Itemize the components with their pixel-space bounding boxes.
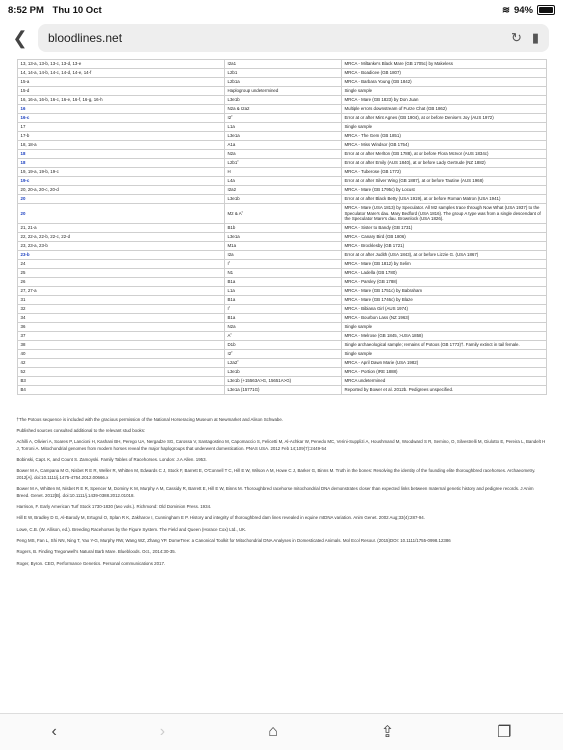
table-cell: L3e1a (15771G)	[224, 385, 341, 394]
table-row	[17, 295, 546, 304]
table-cell: 38	[17, 340, 224, 349]
address-bar-row	[0, 20, 563, 56]
table-cell: B1b	[224, 223, 341, 232]
table-cell: 36	[17, 322, 224, 331]
table-cell: B4	[17, 385, 224, 394]
reference-item: Achilli A, Olivieri A, Soares P, Lancioni H, Kashani BH, Perego UA, Nergadze SG, Carossa V, Santagostino M, Capomaccio S, Felicetti M, Al-Achkar W, Penedo MC, Verini-Supplizi A, Houshmand M, Woodward S R, Semino, O, Silvestrelli M, Giulotto E, Pereira L, Bandelt H J, Torroni A. Mitochondrial genomes from modern horses reveal the major haplogroups that underwent domestication. PNAS USA. 2012 Feb 14;109(7):2449-54	[16, 439, 546, 451]
table-cell: 18	[17, 159, 224, 168]
table-row	[17, 322, 546, 331]
table-cell: M1a	[224, 241, 341, 250]
table-cell: 22, 22-a, 22-b, 22-c, 22-d	[17, 232, 224, 241]
table-row	[17, 141, 546, 150]
table-cell: 27, 27-a	[17, 286, 224, 295]
table-cell: MRCA - Mare (GB 1812) by Selim	[341, 259, 546, 268]
table-cell: Multiple errors downstream of Furze Chat (GB 1862)	[341, 105, 546, 114]
table-cell: MRCA - Miss Windsor (GB 1754)	[341, 141, 546, 150]
table-cell: 24	[17, 259, 224, 268]
table-cell: 16-c	[17, 114, 224, 123]
table-cell: I2a1	[224, 60, 341, 69]
table-cell: A1a	[224, 141, 341, 150]
table-cell: MRCA - Portion (IRE 1888)	[341, 367, 546, 376]
table-cell: 23-b	[17, 250, 224, 259]
table-cell: Error at or after Silver Wing (GB 1887), at or before Tautine (AUS 1968)	[341, 177, 546, 186]
table-cell: I2a2	[224, 186, 341, 195]
table-row	[17, 250, 546, 259]
table-cell: MRCA - April Dawn Marie (USA 1982)	[341, 358, 546, 367]
nav-forward-icon[interactable]: ›	[159, 723, 166, 740]
bottom-toolbar	[0, 713, 563, 750]
table-cell: L2a2˚	[224, 358, 341, 367]
table-row	[17, 385, 546, 394]
table-cell: MRCA - Tuberose (GB 1772)	[341, 168, 546, 177]
table-cell: L1a	[224, 123, 341, 132]
table-row	[17, 96, 546, 105]
battery-percent: 94%	[513, 4, 533, 16]
page-content	[0, 57, 563, 714]
tabs-icon[interactable]: ❐	[497, 724, 512, 741]
reference-item: Harrison, F. Early American Turf Stock 1730-1830 (two vols.). Richmond: Old Dominion Press. 1934.	[16, 503, 212, 509]
table-cell: B1a	[224, 313, 341, 322]
table-cell: Single sample	[341, 123, 546, 132]
table-cell: 20	[17, 204, 224, 224]
reference-item: Rogers, B. Finding Tregonwell's Natural Barb Mare. Bluebloods. Oct., 2014:30-35.	[16, 549, 176, 555]
table-cell: MRCA - Mare (USA 1813) by Speculator. All M2 samples trace through Now What (USA 1937) to the Speculator Mare's dau. Mary Bedford (USA 1816). The group A type was from a single descendant of the Speculator Mare's dau. Brownlock (USA 1826).	[341, 204, 546, 224]
table-row	[17, 358, 546, 367]
table-cell: 34	[17, 313, 224, 322]
table-cell: I2a	[224, 250, 341, 259]
table-row	[17, 105, 546, 114]
table-cell: 26	[17, 277, 224, 286]
table-cell: Single archaeological sample; remains of Potoos (GB 1773)†. Family extinct in tail female.	[341, 340, 546, 349]
table-cell: L1a	[224, 286, 341, 295]
table-cell: MRCA - Bibiana Girl (AUS 1974)	[341, 304, 546, 313]
table-cell: Error at or after Judith (USA 1843), at or before Lizzie G. (USA 1867)	[341, 250, 546, 259]
table-cell: L3e1b	[224, 195, 341, 204]
table-row	[17, 123, 546, 132]
table-row	[17, 304, 546, 313]
status-bar	[0, 0, 563, 20]
wifi-icon: ≋	[502, 4, 510, 16]
reference-item: Bower M A, Whitten M, Nisbet R E R, Spencer M, Dominy K M, Murphy A M, Cassidy R, Barrett E, Hill E W, Binns M. Thoroughbred racehorse mitochondrial DNA demonstrates closer than expected links between maternal genetic history and pedigree records. J Anim Breed. Genet. 2012[B]. doi:10.1111/j.1439-0388.2012.01018.	[16, 486, 534, 498]
table-cell: 16, 16-a, 16-b, 16-c, 16-e, 16-f, 16-g, 16-h	[17, 96, 224, 105]
table-row	[17, 376, 546, 385]
table-cell: MRCA - Bourbon Lass (NZ 1963)	[341, 313, 546, 322]
table-cell: 21, 21-a	[17, 223, 224, 232]
reference-item: Lowe, C.B. (W. Allison, ed.). Breeding Racehorses by the Figure System. The Field and Queen (Horace Cox) Ltd., UK.	[16, 526, 247, 532]
reference-item: Hill E W, Bradley D G, Al-Barody M, Ertugrul O, Splan R K, Zakharov I, Cunningham E P. History and integrity of thoroughbred dam lines revealed in equine mtDNA variation. Anim Genet. 2002 Aug;33(4):287-94.	[16, 515, 425, 521]
table-cell: Error at or after Emily (AUS 1840), at or before Lady Gertrude (NZ 1882)	[341, 159, 546, 168]
notes-section	[17, 417, 547, 568]
table-row	[17, 286, 546, 295]
table-cell: 14, 14-a, 14-b, 14-c, 14-d, 14-e, 14-f	[17, 69, 224, 78]
table-cell: MRCA - Melrose (GB 1845, >USA 1858)	[341, 331, 546, 340]
table-cell: 20	[17, 195, 224, 204]
table-cell: 13, 13-a, 13-b, 13-c, 13-d, 13-e	[17, 60, 224, 69]
table-cell: I˚	[224, 304, 341, 313]
table-cell: L2b1a	[224, 78, 341, 87]
reference-item: Roger, Byron. CEO, Performance Genetics. Personal communications 2017.	[16, 560, 166, 566]
table-cell: L2b1˚	[224, 159, 341, 168]
url-text: bloodlines.net	[48, 31, 123, 45]
table-cell: Single sample	[341, 322, 546, 331]
sources-intro: Published sources consulted additional to the relevant stud books:	[16, 427, 146, 433]
table-cell: I2˚	[224, 349, 341, 358]
table-row	[17, 331, 546, 340]
table-cell: 15-d	[17, 87, 224, 96]
table-cell: L3e1b	[224, 367, 341, 376]
table-row	[17, 186, 546, 195]
page	[17, 57, 547, 567]
table-cell: 52	[17, 367, 224, 376]
table-cell: MRCA - Ladella (GB 1780)	[341, 268, 546, 277]
back-button[interactable]: ❮	[12, 27, 28, 48]
potoos-note: †The Potoos sequence is included with the gracious permission of the National Horseracing Museum at Newmarket and Alison Schwabe.	[16, 416, 284, 422]
table-cell: 15-a	[17, 78, 224, 87]
table-cell: MRCA - Parsley (GB 1788)	[341, 277, 546, 286]
table-cell: L4a	[224, 177, 341, 186]
table-cell: Error at or after Black Betty (USA 1919), at or before Roman Matron (USA 1941)	[341, 195, 546, 204]
table-cell: L3e1a	[224, 132, 341, 141]
table-cell: D1b	[224, 340, 341, 349]
table-cell: 17-b	[17, 132, 224, 141]
table-cell: Haplogroup undetermined	[224, 87, 341, 96]
table-row	[17, 232, 546, 241]
table-cell: 17	[17, 123, 224, 132]
reference-item: Bower M A, Campana M G, Nisbet R E R, Weller R, Whitten M, Edwards C J, Stock F, Barrett E, O'Connell T C, Hill E W, Wilson A M, Howe C J, Barker G, Binns M. Truth in the bones: Resolving the identity of the founding elite thoroughbred racehorses. Archaeometry. 2012[A]. doi:10.1111/j.1475-4754.2012.00666.x	[16, 468, 536, 480]
table-row	[17, 177, 546, 186]
table-cell: N1	[224, 268, 341, 277]
url-field[interactable]	[38, 24, 549, 52]
table-cell: 31	[17, 295, 224, 304]
table-row	[17, 204, 546, 224]
haplogroup-table	[17, 59, 547, 395]
home-icon[interactable]: ⌂	[268, 723, 278, 740]
table-cell: MRCA - Miltanke's Black Mare (GB 1705c) by Makeless	[341, 60, 546, 69]
table-cell: 20, 20-a, 20-c, 20-d	[17, 186, 224, 195]
table-row	[17, 349, 546, 358]
table-cell: N2a	[224, 150, 341, 159]
table-cell: B3	[17, 376, 224, 385]
table-cell: MRCA - Canary Bird (GB 1806)	[341, 232, 546, 241]
table-cell: MRCA - Boadicee (GB 1807)	[341, 69, 546, 78]
table-cell: MRCA - The Gem (GB 1851)	[341, 132, 546, 141]
table-row	[17, 78, 546, 87]
table-cell: MRCA - Sister to Bandy (GB 1731)	[341, 223, 546, 232]
table-cell: 23, 23-a, 23-b	[17, 241, 224, 250]
table-row	[17, 313, 546, 322]
table-row	[17, 241, 546, 250]
table-cell: I˚	[224, 259, 341, 268]
status-time: 8:52 PM	[8, 4, 44, 16]
table-row	[17, 340, 546, 349]
table-row	[17, 60, 546, 69]
table-cell: 18, 18-a	[17, 141, 224, 150]
table-cell: N2a & I2a2	[224, 105, 341, 114]
table-row	[17, 87, 546, 96]
table-cell: L3e1b (+15563A>G, 15651A>G)	[224, 376, 341, 385]
table-cell: MRCA - Barbara Young (GB 1842)	[341, 78, 546, 87]
table-cell: Single sample	[341, 349, 546, 358]
references-list	[17, 439, 547, 567]
table-row	[17, 150, 546, 159]
table-cell: I2˚	[224, 114, 341, 123]
share-icon[interactable]: ⇪	[380, 724, 395, 741]
table-cell: Error at or after Mint Agnes (GB 1904), at or before Denise's Joy (AUS 1972)	[341, 114, 546, 123]
table-cell: L2b1	[224, 69, 341, 78]
table-cell: 19, 19-a, 19-b, 19-c	[17, 168, 224, 177]
table-cell: MRCA - Brocklesby (GB 1721)	[341, 241, 546, 250]
table-row	[17, 69, 546, 78]
table-cell: 42	[17, 358, 224, 367]
table-cell: L3e1a	[224, 232, 341, 241]
table-row	[17, 268, 546, 277]
table-cell: H	[224, 168, 341, 177]
table-cell: MRCA - Mare (GB 1751c) by Babraham	[341, 286, 546, 295]
table-cell: B1a	[224, 277, 341, 286]
table-cell: 32	[17, 304, 224, 313]
table-cell: A˚	[224, 331, 341, 340]
table-cell: 18	[17, 150, 224, 159]
bookmark-icon[interactable]: ▮	[531, 30, 539, 45]
table-cell: Reported by Bower et al. 2012b. Pedigrees unspecified.	[341, 385, 546, 394]
table-row	[17, 259, 546, 268]
table-row	[17, 132, 546, 141]
table-row	[17, 195, 546, 204]
table-cell: 19-c	[17, 177, 224, 186]
table-cell: L3e1b	[224, 96, 341, 105]
table-cell: 25	[17, 268, 224, 277]
battery-icon	[537, 5, 555, 15]
table-cell: MRCA - Mare (GB 1823) by Don Juan	[341, 96, 546, 105]
table-cell: M2 & A˚	[224, 204, 341, 224]
reference-item: Peng MS, Fan L, Shi NN, Ning T, Yao Y-G, Murphy RW, Wang WZ, Zhang YP. DomeTree: a Canonical Toolkit for Mitochondrial DNA Analyses in Domesticated Animals. Mol Ecol Resour. (2015)DOI: 10.1111/1755-0998.12386	[16, 538, 451, 543]
reload-icon[interactable]: ↻	[510, 30, 522, 45]
status-left	[8, 5, 108, 16]
table-row	[17, 159, 546, 168]
table-cell: B1a	[224, 295, 341, 304]
table-cell: MRCA undetermined	[341, 376, 546, 385]
status-date: Thu 10 Oct	[52, 4, 102, 16]
table-cell: Error at or after Merlton (GB 1788), at or before Flora McIvor (AUS 1834c)	[341, 150, 546, 159]
table-row	[17, 223, 546, 232]
status-right	[502, 5, 555, 16]
table-cell: Single sample	[341, 87, 546, 96]
table-row	[17, 168, 546, 177]
table-cell: 37	[17, 331, 224, 340]
table-cell: MRCA - Mare (GB 1795c) by Locust	[341, 186, 546, 195]
table-row	[17, 277, 546, 286]
table-row	[17, 367, 546, 376]
table-cell: 16	[17, 105, 224, 114]
table-cell: 40	[17, 349, 224, 358]
table-row	[17, 114, 546, 123]
nav-back-icon[interactable]: ‹	[51, 723, 57, 740]
reference-item: Bobinski, Capt. K, and Count S. Zamoyski. Family Tables of Racehorses. London: J.A Allen. 1953.	[16, 457, 207, 462]
table-cell: N2a	[224, 322, 341, 331]
table-cell: MRCA - Mare (GB 1746c) by Blaze	[341, 295, 546, 304]
